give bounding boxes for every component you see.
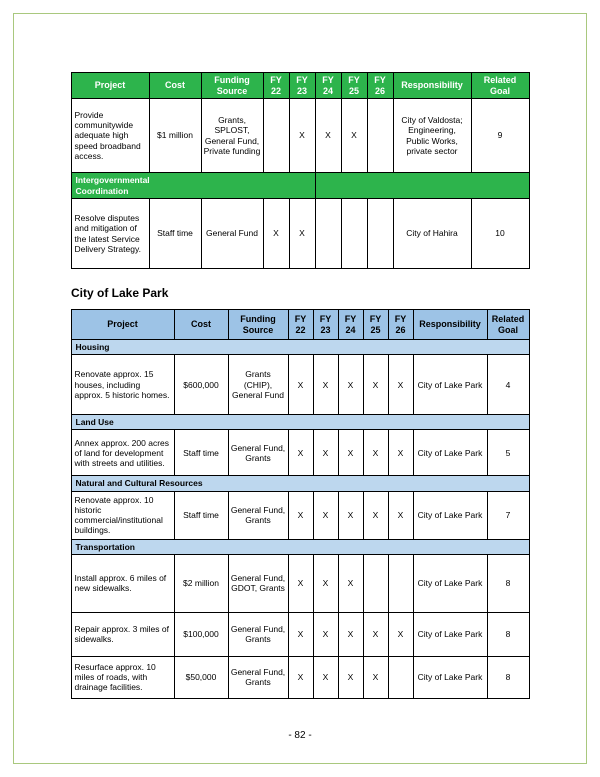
fy23-cell: X [289,99,315,173]
section-row-natural-cultural-resources [71,476,529,491]
section-title-cell [71,173,315,199]
fy24-cell: X [338,430,363,476]
section-title: Land Use [71,415,529,430]
col-header-fy25: FY 25 [341,73,367,99]
fy24-cell: X [338,491,363,539]
table-row [71,99,529,173]
fy25-cell: X [363,612,388,656]
goal-cell: 8 [487,554,529,612]
fy22-cell: X [288,491,313,539]
fy26-cell [367,99,393,173]
table-row [71,554,529,612]
project-cell: Install approx. 6 miles of new sidewalks. [71,554,174,612]
responsibility-cell: City of Lake Park [413,430,487,476]
project-cell: Annex approx. 200 acres of land for development with streets and utilities. [71,430,174,476]
responsibility-cell: City of Lake Park [413,656,487,698]
section-filler-cell [315,173,529,199]
col-header-fy26: FY 26 [388,310,413,340]
cost-cell: Staff time [174,430,228,476]
responsibility-cell: City of Lake Park [413,554,487,612]
fy22-cell: X [288,355,313,415]
fy22-cell [263,99,289,173]
fy26-cell: X [388,430,413,476]
col-header-funding-source: Funding Source [228,310,288,340]
fy25-cell [363,554,388,612]
fy23-cell: X [313,554,338,612]
col-header-responsibility: Responsibility [413,310,487,340]
table-row [71,199,529,269]
page-content [14,14,586,699]
responsibility-cell: City of Lake Park [413,491,487,539]
col-header-cost: Cost [174,310,228,340]
cost-cell: $50,000 [174,656,228,698]
implementation-table-lake-park [71,309,530,699]
fy26-cell [388,656,413,698]
table-row [71,430,529,476]
cost-cell: $2 million [174,554,228,612]
responsibility-cell: City of Hahira [393,199,471,269]
cost-cell: $1 million [149,99,201,173]
fy23-cell: X [289,199,315,269]
col-header-fy26: FY 26 [367,73,393,99]
cost-cell: Staff time [149,199,201,269]
funding-cell: General Fund [201,199,263,269]
cost-cell: $600,000 [174,355,228,415]
fy24-cell: X [338,554,363,612]
col-header-project: Project [71,73,149,99]
fy25-cell [341,199,367,269]
project-cell: Repair approx. 3 miles of sidewalks. [71,612,174,656]
project-cell: Renovate approx. 15 houses, including approx. 5 historic homes. [71,355,174,415]
table-row [71,656,529,698]
col-header-fy23: FY 23 [289,73,315,99]
fy24-cell: X [338,612,363,656]
responsibility-cell: City of Lake Park [413,612,487,656]
fy25-cell: X [363,355,388,415]
col-header-project: Project [71,310,174,340]
table-row [71,612,529,656]
col-header-responsibility: Responsibility [393,73,471,99]
fy22-cell: X [288,430,313,476]
funding-cell: General Fund, Grants [228,430,288,476]
fy26-cell: X [388,612,413,656]
document-page [13,13,587,764]
fy26-cell [388,554,413,612]
fy22-cell: X [288,554,313,612]
section-row-housing [71,340,529,355]
fy25-cell: X [363,491,388,539]
col-header-fy24: FY 24 [338,310,363,340]
implementation-table-green [71,72,530,269]
fy22-cell: X [288,612,313,656]
responsibility-cell: City of Lake Park [413,355,487,415]
col-header-related-goal: Related Goal [471,73,529,99]
cost-cell: Staff time [174,491,228,539]
fy24-cell: X [315,99,341,173]
fy24-cell: X [338,355,363,415]
table1-header-row [71,73,529,99]
col-header-cost: Cost [149,73,201,99]
col-header-fy23: FY 23 [313,310,338,340]
section-title: Intergovernmental Coordination [75,175,150,196]
page-number: - 82 - [288,730,312,741]
fy25-cell: X [363,656,388,698]
goal-cell: 9 [471,99,529,173]
fy26-cell: X [388,355,413,415]
cost-cell: $100,000 [174,612,228,656]
col-header-related-goal: Related Goal [487,310,529,340]
fy23-cell: X [313,355,338,415]
fy26-cell: X [388,491,413,539]
table-row [71,491,529,539]
fy23-cell: X [313,491,338,539]
section-title: Housing [71,340,529,355]
fy22-cell: X [288,656,313,698]
funding-cell: Grants (CHIP), General Fund [228,355,288,415]
section-row-intergovernmental-coordination [71,173,529,199]
table-row [71,355,529,415]
fy25-cell: X [341,99,367,173]
table2-header-row [71,310,529,340]
section-title: Natural and Cultural Resources [71,476,529,491]
fy24-cell: X [338,656,363,698]
section-title: Transportation [71,539,529,554]
col-header-fy22: FY 22 [263,73,289,99]
funding-cell: General Fund, Grants [228,656,288,698]
fy24-cell [315,199,341,269]
section-row-land-use [71,415,529,430]
project-cell: Resolve disputes and mitigation of the latest Service Delivery Strategy. [71,199,149,269]
fy26-cell [367,199,393,269]
goal-cell: 10 [471,199,529,269]
responsibility-cell: City of Valdosta; Engineering, Public Works, private sector [393,99,471,173]
fy23-cell: X [313,430,338,476]
col-header-fy25: FY 25 [363,310,388,340]
funding-cell: General Fund, Grants [228,491,288,539]
funding-cell: General Fund, GDOT, Grants [228,554,288,612]
goal-cell: 8 [487,612,529,656]
project-cell: Provide communitywide adequate high speed broadband access. [71,99,149,173]
section-heading: City of Lake Park [71,286,169,300]
fy22-cell: X [263,199,289,269]
goal-cell: 8 [487,656,529,698]
section-row-transportation [71,539,529,554]
fy23-cell: X [313,656,338,698]
col-header-funding-source: Funding Source [201,73,263,99]
fy25-cell: X [363,430,388,476]
funding-cell: General Fund, Grants [228,612,288,656]
funding-cell: Grants, SPLOST, General Fund, Private funding [201,99,263,173]
col-header-fy24: FY 24 [315,73,341,99]
col-header-fy22: FY 22 [288,310,313,340]
project-cell: Resurface approx. 10 miles of roads, with drainage facilities. [71,656,174,698]
goal-cell: 4 [487,355,529,415]
goal-cell: 5 [487,430,529,476]
goal-cell: 7 [487,491,529,539]
project-cell: Renovate approx. 10 historic commercial/institutional buildings. [71,491,174,539]
fy23-cell: X [313,612,338,656]
